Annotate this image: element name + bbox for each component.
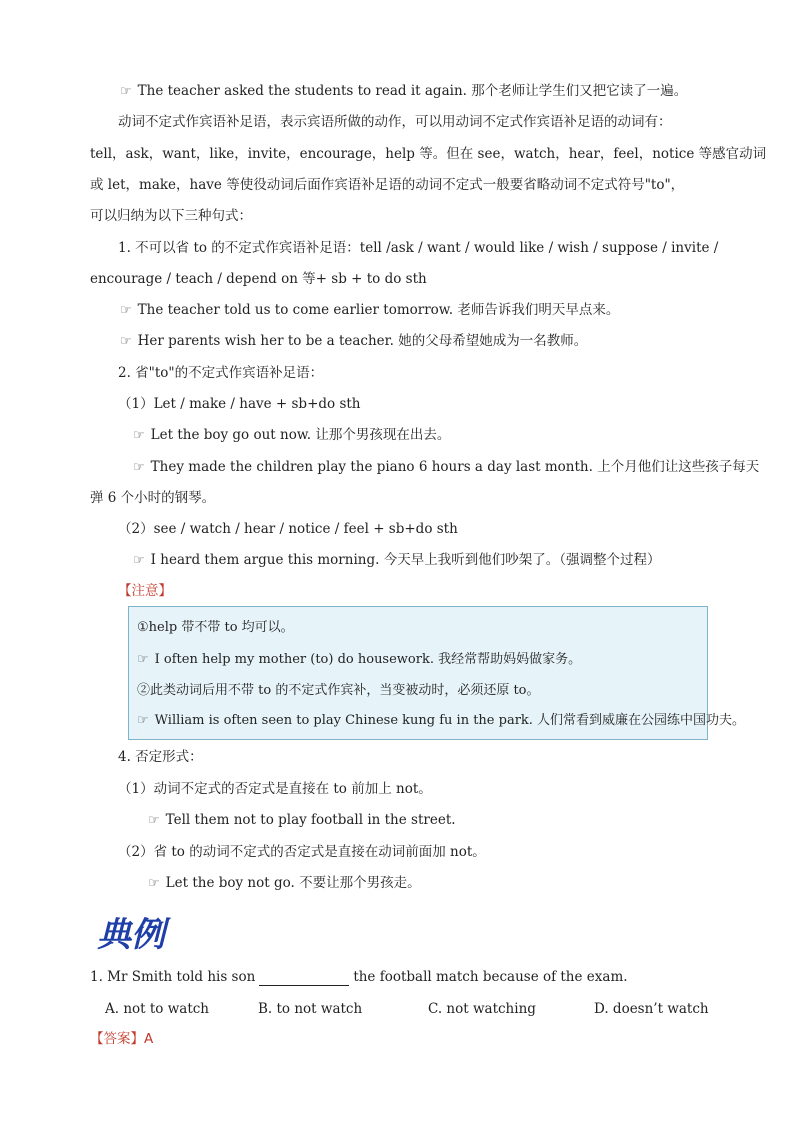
note-box <box>128 606 746 740</box>
pointing-hand-icon: ☞ <box>133 428 145 443</box>
paragraph-line: 可以归纳为以下三种句式： <box>90 208 252 224</box>
pointing-hand-icon: ☞ <box>133 553 145 568</box>
pointing-hand-icon: ☞ <box>137 652 149 667</box>
example-line: ☞ Let the boy not go. 不要让那个男孩走。 <box>148 875 421 891</box>
example-line: ☞ Her parents wish her to be a teacher. 她的父母希望她成为一名教师。 <box>120 333 588 349</box>
answer-label: 【答案】 <box>90 1031 144 1047</box>
note-line: ①help 带不带 to 均可以。 <box>137 620 294 635</box>
note-label: 【注意】 <box>118 583 172 599</box>
option-d: D. doesn’t watch <box>594 1001 709 1017</box>
pointing-hand-icon: ☞ <box>120 84 132 99</box>
rule-heading-1: 1. 不可以省 to 的不定式作宾语补足语：tell /ask / want / would like / wish / suppose / invite / <box>118 240 719 256</box>
pointing-hand-icon: ☞ <box>148 876 160 891</box>
pointing-hand-icon: ☞ <box>148 813 160 828</box>
note-example: ☞ I often help my mother (to) do housework. 我经常帮助妈妈做家务。 <box>137 652 582 667</box>
subrule-heading: （1）动词不定式的否定式是直接在 to 前加上 not。 <box>118 781 432 797</box>
example-line: ☞ Let the boy go out now. 让那个男孩现在出去。 <box>133 427 451 443</box>
answer-blank <box>259 971 349 986</box>
note-example: ☞ William is often seen to play Chinese kung fu in the park. 人们常看到威廉在公园练中国功夫。 <box>137 713 746 728</box>
subrule-heading: （1）Let / make / have + sb+do sth <box>118 396 361 412</box>
subrule-heading: （2）see / watch / hear / notice / feel + sb+do sth <box>118 521 458 537</box>
answer-value: A <box>144 1031 154 1047</box>
paragraph-line: 动词不定式作宾语补足语，表示宾语所做的动作，可以用动词不定式作宾语补足语的动词有： <box>118 114 672 130</box>
rule-heading-2: 2. 省"to"的不定式作宾语补足语： <box>118 365 324 381</box>
paragraph-line: 或 let，make，have 等使役动词后面作宾语补足语的动词不定式一般要省略动词不定式符号"to"， <box>90 177 685 193</box>
stamp-text: 典例 <box>97 915 165 954</box>
example-line: ☞ I heard them argue this morning. 今天早上我听到他们吵架了。（强调整个过程） <box>133 552 661 568</box>
option-c: C. not watching <box>428 1001 536 1017</box>
example-line-1: ☞ The teacher asked the students to read it again. 那个老师让学生们又把它读了一遍。 <box>120 83 688 99</box>
question-stem: 1. Mr Smith told his son the football match because of the exam. <box>90 969 628 985</box>
pointing-hand-icon: ☞ <box>120 303 132 318</box>
example-line: ☞ They made the children play the piano 6 hours a day last month. 上个月他们让这些孩子每天 <box>133 459 760 475</box>
paragraph-line: tell，ask，want，like，invite，encourage，help 等。但在 see，watch，hear，feel，notice 等感官动词 <box>90 146 767 162</box>
subrule-heading: （2）省 to 的动词不定式的否定式是直接在动词前面加 not。 <box>118 844 486 860</box>
pointing-hand-icon: ☞ <box>133 460 145 475</box>
example-line: ☞ Tell them not to play football in the street. <box>148 812 456 828</box>
rule-heading-4: 4. 否定形式： <box>118 749 203 765</box>
paragraph-line: 弹 6 个小时的钢琴。 <box>90 490 216 506</box>
pointing-hand-icon: ☞ <box>120 334 132 349</box>
paragraph-line: encourage / teach / depend on 等+ sb + to do sth <box>90 271 427 287</box>
example-stamp-logo <box>95 910 173 954</box>
example-line: ☞ The teacher told us to come earlier tomorrow. 老师告诉我们明天早点来。 <box>120 302 620 318</box>
option-b: B. to not watch <box>258 1001 363 1017</box>
answer-line <box>90 1030 153 1048</box>
option-a: A. not to watch <box>105 1001 209 1017</box>
note-line: ②此类动词后用不带 to 的不定式作宾补，当变被动时，必须还原 to。 <box>137 683 540 698</box>
pointing-hand-icon: ☞ <box>137 713 149 728</box>
